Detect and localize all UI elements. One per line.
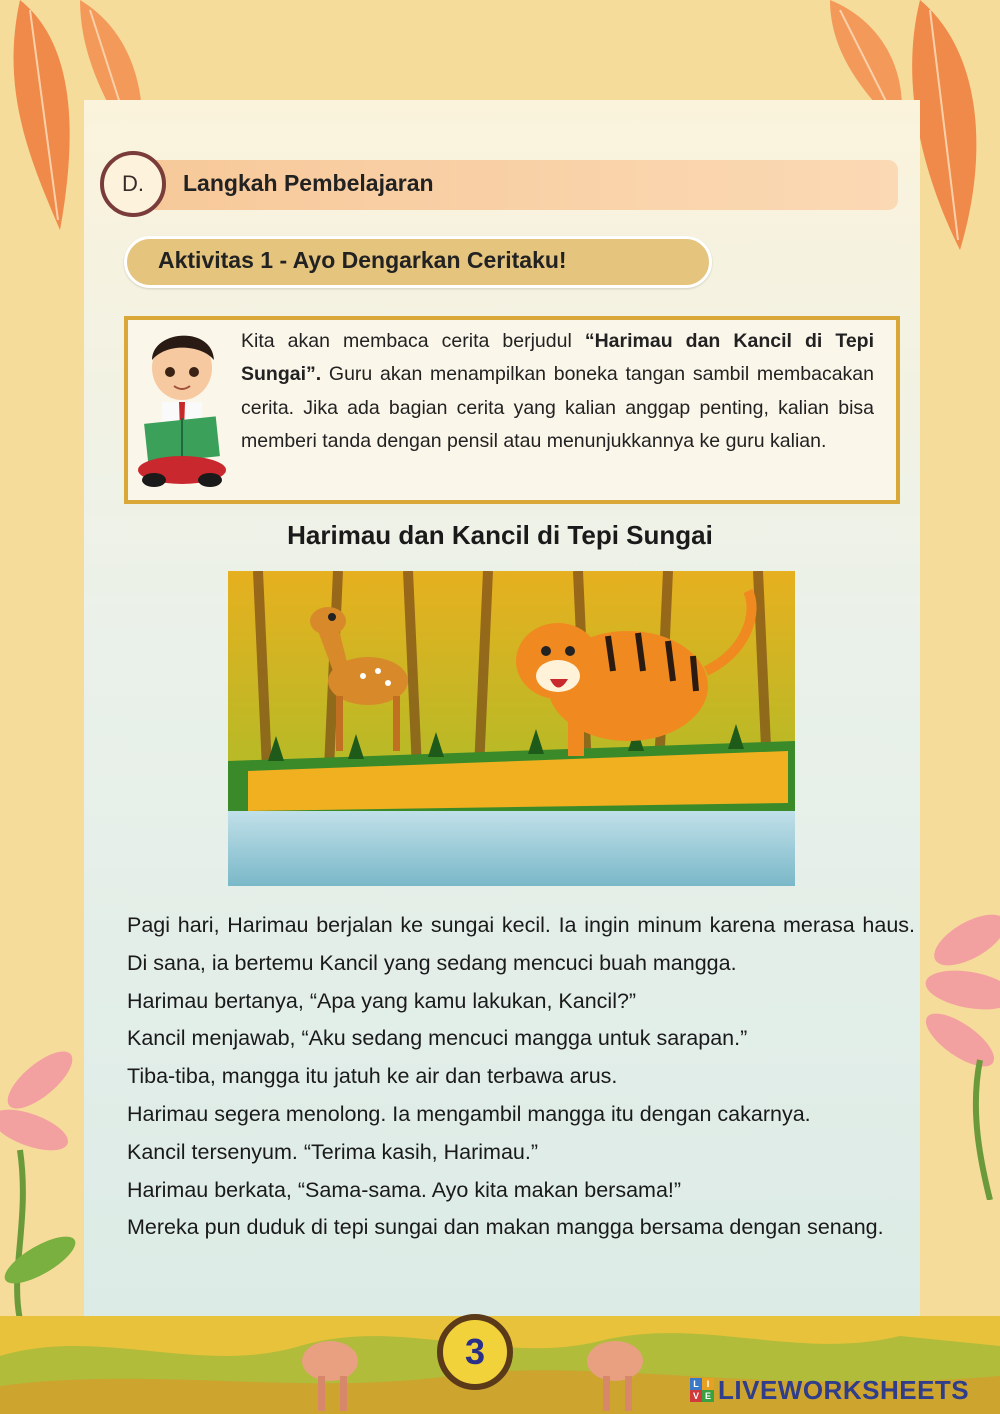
story-line: Harimau bertanya, “Apa yang kamu lakukan, Kancil?” [127, 988, 637, 1013]
liveworksheets-badge-icon [690, 1378, 714, 1402]
story-line: Harimau segera menolong. Ia mengambil mangga itu dengan cakarnya. [127, 1101, 811, 1126]
story-paragraph-1: Pagi hari, Harimau berjalan ke sungai kecil. Ia ingin minum karena merasa haus. Di sana, ia bertemu Kancil yang sedang mencuci buah mangga. [127, 913, 915, 975]
badge-letter: V [690, 1390, 702, 1402]
intro-story-title: “Harimau dan Kancil di Tepi Sungai”. [241, 330, 874, 386]
section-marker: D. [100, 151, 166, 217]
story-line: Kancil tersenyum. “Terima kasih, Harimau.” [127, 1139, 539, 1164]
tiger-and-deer-illustration [228, 571, 795, 886]
story-line: Kancil menjawab, “Aku sedang mencuci mangga untuk sarapan.” [127, 1026, 748, 1051]
liveworksheets-brand: LIVEWORKSHEETS [718, 1374, 970, 1405]
badge-letter: I [702, 1378, 714, 1390]
story-text [127, 907, 915, 1247]
badge-letter: E [702, 1390, 714, 1402]
story-paragraph-last: Mereka pun duduk di tepi sungai dan makan mangga bersama dengan senang. [127, 1215, 884, 1240]
story-line: Harimau berkata, “Sama-sama. Ayo kita makan bersama!” [127, 1177, 682, 1202]
intro-lead: Kita akan membaca cerita berjudul [241, 330, 585, 352]
activity-title: Aktivitas 1 - Ayo Dengarkan Ceritaku! [158, 247, 567, 273]
badge-letter: L [690, 1378, 702, 1390]
story-title: Harimau dan Kancil di Tepi Sungai [287, 520, 713, 550]
story-line: Tiba-tiba, mangga itu jatuh ke air dan terbawa arus. [127, 1064, 618, 1089]
section-title: Langkah Pembelajaran [183, 170, 434, 196]
reading-boy-illustration [132, 320, 232, 495]
page-number: 3 [437, 1314, 513, 1390]
liveworksheets-logo[interactable] [690, 1372, 969, 1408]
intro-text [241, 325, 874, 458]
intro-rest: Guru akan menampilkan boneka tangan sambil membacakan cerita. Jika ada bagian cerita yang kalian anggap penting, kalian bisa memberi tanda dengan pensil atau menunjukkannya ke guru kalian. [241, 363, 874, 452]
